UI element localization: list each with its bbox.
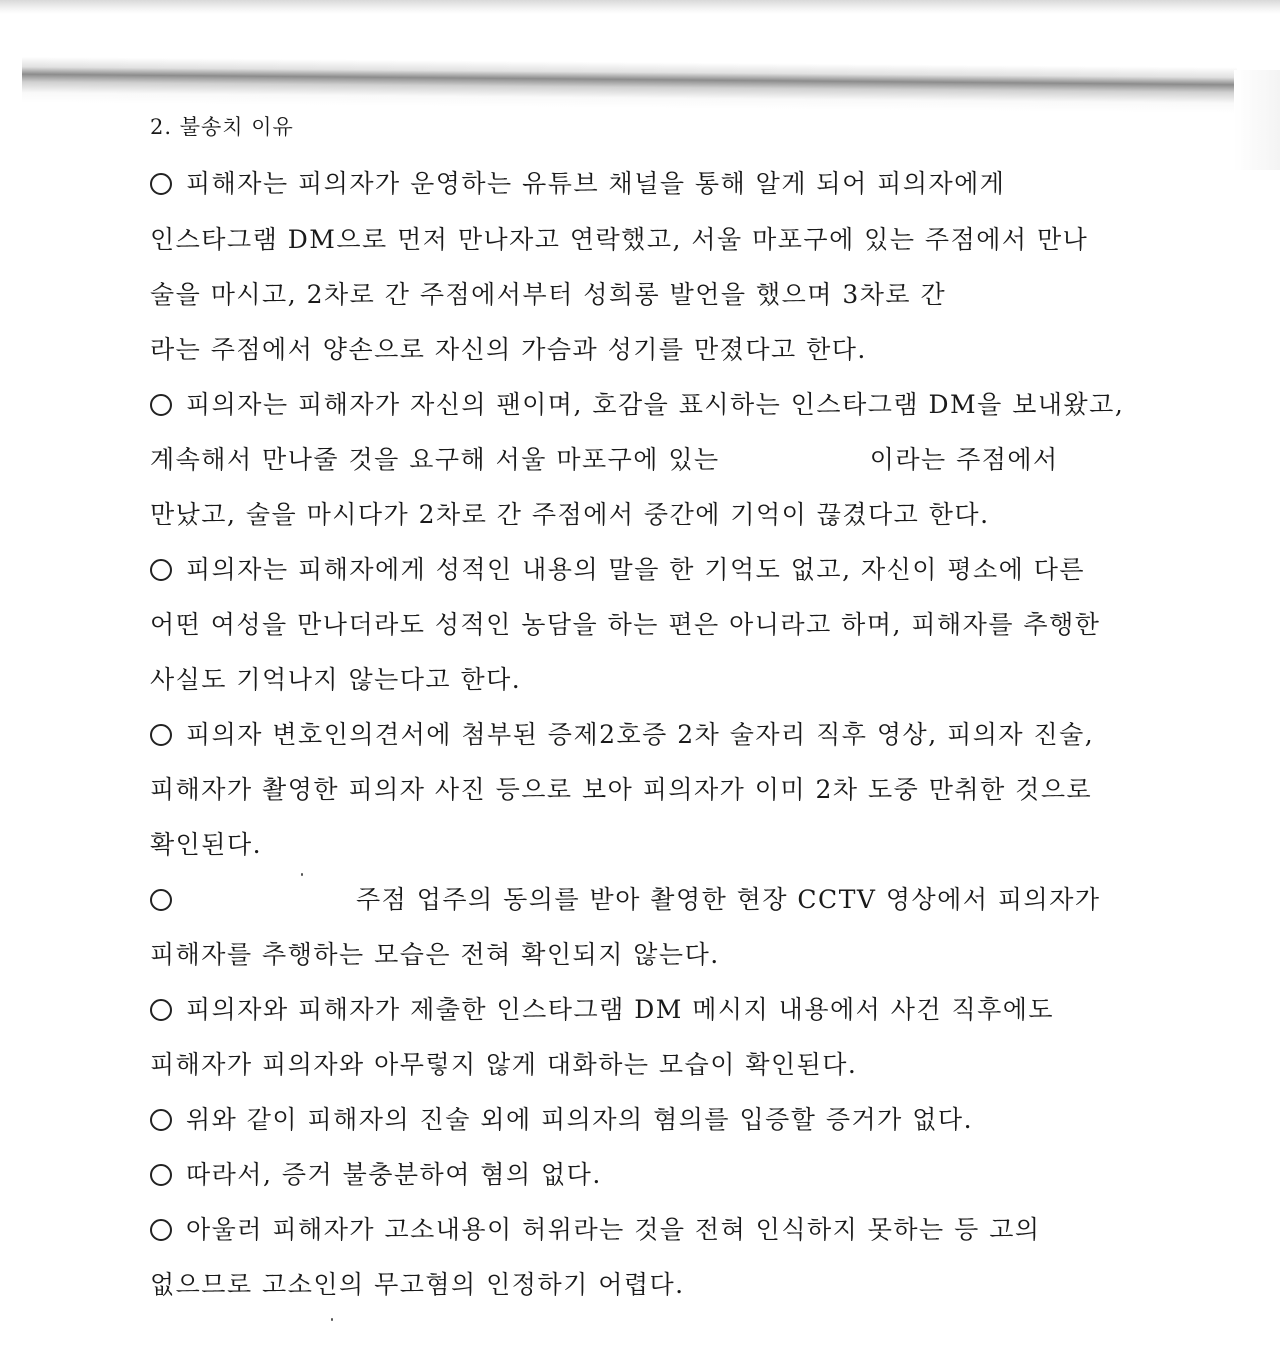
line-text: 아울러 피해자가 고소내용이 허위라는 것을 전혀 인식하지 못하는 등 고의 bbox=[186, 1215, 1041, 1244]
line-text: 피해자는 피의자가 운영하는 유튜브 채널을 통해 알게 되어 피의자에게 bbox=[186, 169, 1006, 198]
line-text: 피의자는 피해자에게 성적인 내용의 말을 한 기억도 없고, 자신이 평소에 다른 bbox=[186, 555, 1086, 584]
line-text: 피해자가 촬영한 피의자 사진 등으로 보아 피의자가 이미 2차 도중 만취한 것으로 bbox=[150, 775, 1093, 804]
circle-bullet-icon bbox=[150, 1219, 172, 1241]
circle-bullet-icon bbox=[150, 1164, 172, 1186]
line-text: 피의자는 피해자가 자신의 팬이며, 호감을 표시하는 인스타그램 DM을 보내왔고, bbox=[186, 390, 1125, 419]
circle-bullet-icon bbox=[150, 999, 172, 1021]
line-text: 따라서, 증거 불충분하여 혐의 없다. bbox=[186, 1160, 602, 1189]
circle-bullet-icon bbox=[150, 394, 172, 416]
bullet-paragraph-line bbox=[150, 1100, 973, 1136]
scan-speck bbox=[331, 1318, 333, 1321]
line-text-continued: 이라는 주점에서 bbox=[869, 445, 1059, 474]
line-text: 사실도 기억나지 않는다고 한다. bbox=[150, 665, 522, 694]
paper-fold-shadow bbox=[22, 57, 1237, 114]
line-text: 술을 마시고, 2차로 간 주점에서부터 성희롱 발언을 했으며 3차로 간 bbox=[150, 280, 947, 309]
bullet-paragraph-line bbox=[150, 1210, 1041, 1246]
line-text-continued: 주점 업주의 동의를 받아 촬영한 현장 CCTV 영상에서 피의자가 bbox=[356, 885, 1101, 914]
line-text: 어떤 여성을 만나더라도 성적인 농담을 하는 편은 아니라고 하며, 피해자를 추행한 bbox=[150, 610, 1101, 639]
scan-shadow-top bbox=[0, 0, 1280, 14]
circle-bullet-icon bbox=[150, 889, 172, 911]
line-text: 라는 주점에서 양손으로 자신의 가슴과 성기를 만졌다고 한다. bbox=[150, 335, 867, 364]
document-body bbox=[150, 112, 1150, 1299]
line-text: 피의자와 피해자가 제출한 인스타그램 DM 메시지 내용에서 사건 직후에도 bbox=[186, 995, 1055, 1024]
bullet-paragraph-line bbox=[150, 550, 1085, 586]
paragraph-line bbox=[150, 825, 262, 861]
line-text: 피해자를 추행하는 모습은 전혀 확인되지 않는다. bbox=[150, 940, 720, 969]
paragraph-line bbox=[150, 275, 946, 311]
circle-bullet-icon bbox=[150, 173, 172, 195]
line-text: 만났고, 술을 마시다가 2차로 간 주점에서 중간에 기억이 끊겼다고 한다. bbox=[150, 500, 990, 529]
paragraph-line bbox=[150, 220, 1088, 256]
paragraph-line bbox=[150, 935, 720, 971]
paragraph-line bbox=[150, 660, 521, 696]
bullet-paragraph-line bbox=[150, 990, 1054, 1026]
line-text: 피의자 변호인의견서에 첨부된 증제2호증 2차 술자리 직후 영상, 피의자 진술, bbox=[186, 720, 1095, 749]
bullet-paragraph-line bbox=[150, 880, 1101, 916]
paragraph-line bbox=[150, 495, 990, 531]
line-text: 계속해서 만나줄 것을 요구해 서울 마포구에 있는 bbox=[150, 445, 720, 474]
bullet-paragraph-line bbox=[150, 715, 1094, 751]
paragraph-line bbox=[150, 605, 1100, 641]
line-text: 없으므로 고소인의 무고혐의 인정하기 어렵다. bbox=[150, 1270, 685, 1299]
circle-bullet-icon bbox=[150, 559, 172, 581]
section-heading: 2. 불송치 이유 bbox=[150, 115, 294, 139]
line-text: 피해자가 피의자와 아무렇지 않게 대화하는 모습이 확인된다. bbox=[150, 1050, 858, 1079]
circle-bullet-icon bbox=[150, 1109, 172, 1131]
paragraph-line bbox=[150, 1045, 857, 1081]
line-text: 위와 같이 피해자의 진술 외에 피의자의 혐의를 입증할 증거가 없다. bbox=[186, 1105, 974, 1134]
circle-bullet-icon bbox=[150, 724, 172, 746]
line-text: 인스타그램 DM으로 먼저 만나자고 연락했고, 서울 마포구에 있는 주점에서 만나 bbox=[150, 225, 1089, 254]
scan-speck bbox=[301, 873, 303, 876]
paragraph-line bbox=[150, 440, 1059, 476]
bullet-paragraph-line bbox=[150, 1155, 602, 1191]
paragraph-line bbox=[150, 330, 867, 366]
paper-edge bbox=[1234, 70, 1280, 170]
line-text: 확인된다. bbox=[150, 830, 263, 859]
bullet-paragraph-line bbox=[150, 164, 1005, 200]
paragraph-line bbox=[150, 1265, 685, 1301]
paragraph-line bbox=[150, 770, 1092, 806]
bullet-paragraph-line bbox=[150, 385, 1124, 421]
